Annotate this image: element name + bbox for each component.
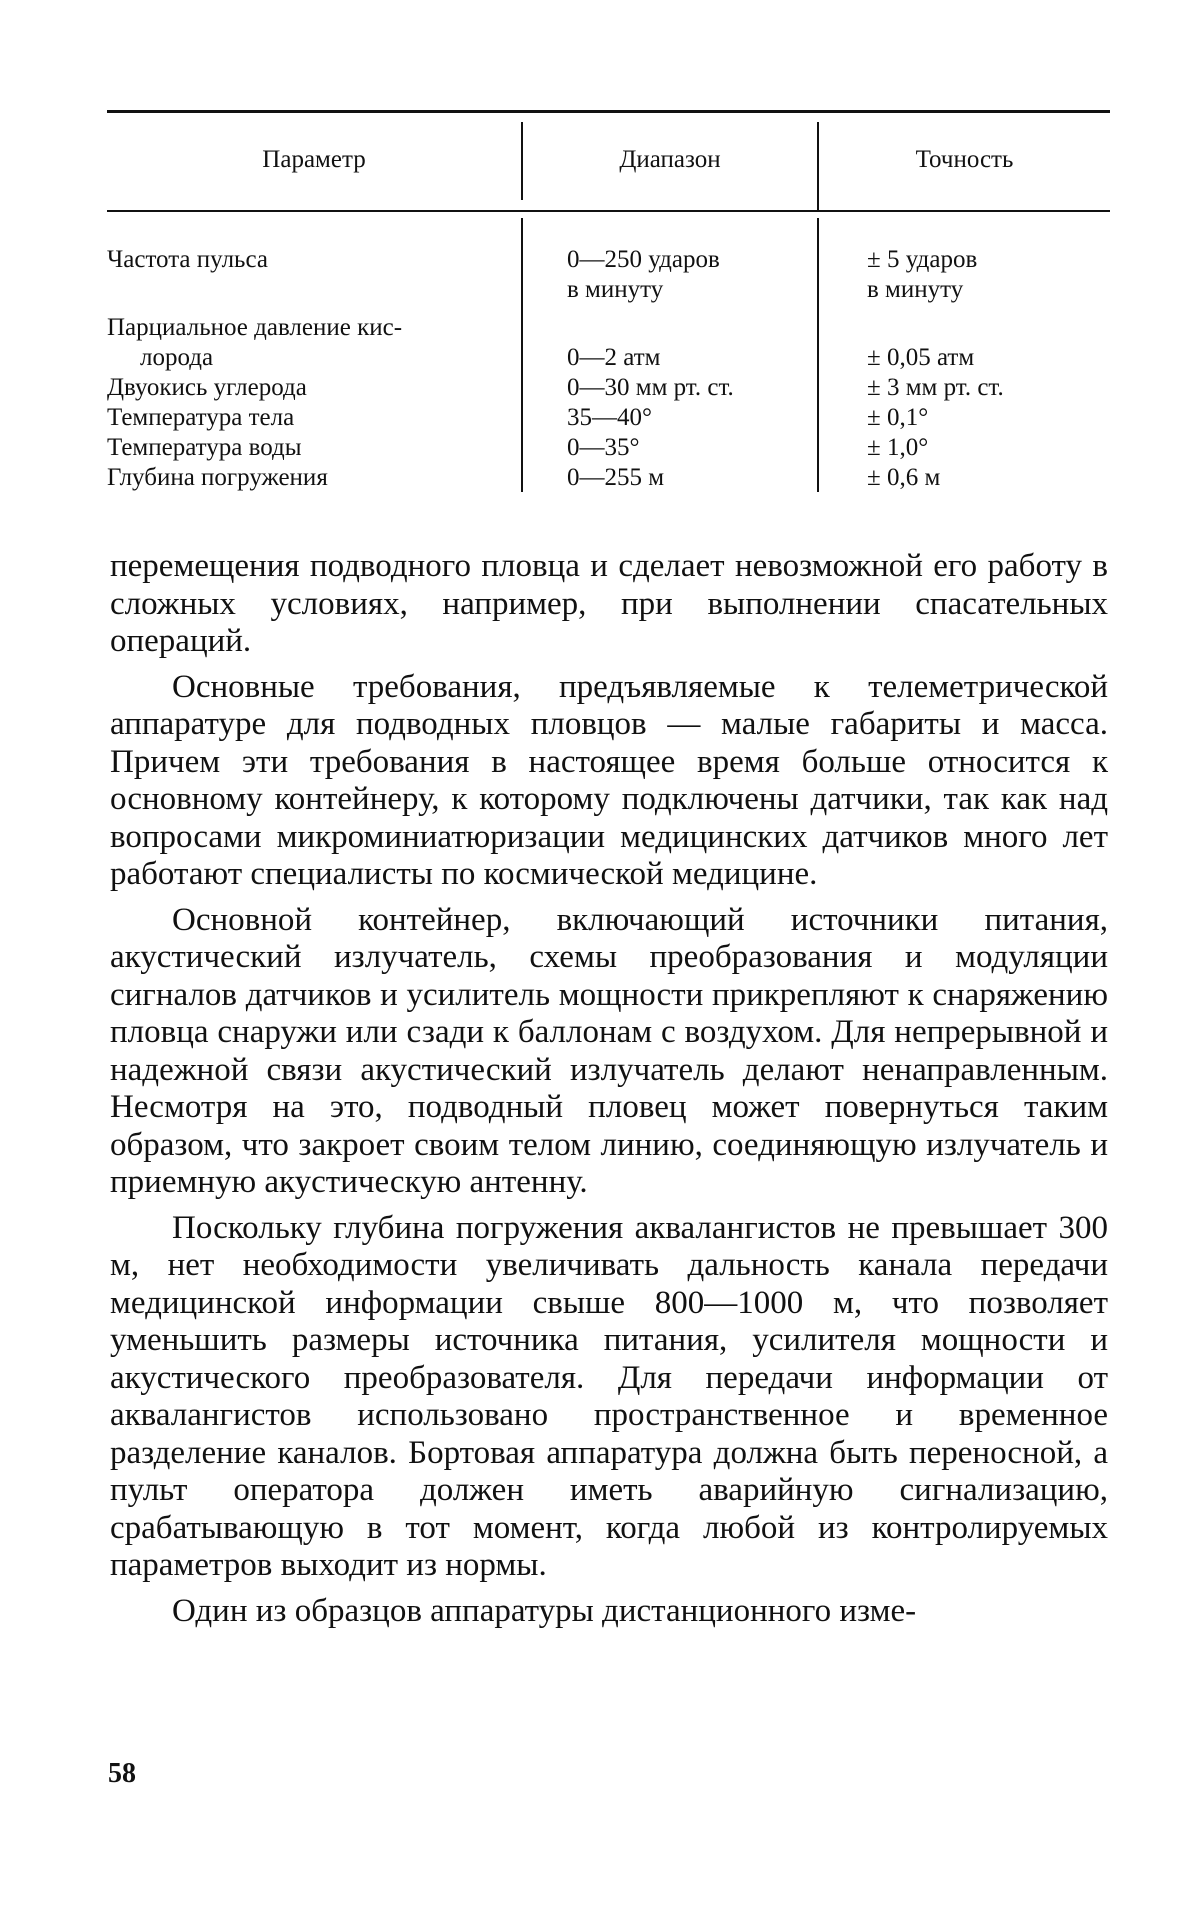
table-cell-param: Глубина погружения [107, 464, 328, 491]
table-cell-range: 0—2 атм [567, 344, 661, 371]
table-cell-param: лорода [140, 344, 214, 371]
paragraph: перемещения подводного пловца и сделает невозможной его работу в сложных условиях, например, при выполнении спасательных операций. [110, 548, 1108, 659]
paragraph: Поскольку глубина погружения аквалангистов не превышает 300 м, нет необходимости увеличивать дальность канала передачи медицинской информации свыше 800—1000 м, что позволяет уменьшить размеры источника питания, усилителя мощности и акустического преобразователя. Для передачи информации от аквалангистов использовано пространственное и временное разделение каналов. Бортовая аппаратура должна быть переносной, а пульт оператора должен иметь аварийную сигнализацию, срабатывающую в тот момент, когда любой из контролируемых параметров выходит из нормы. [110, 1209, 1108, 1583]
table-cell-param: Двуокись углерода [107, 374, 307, 401]
header-range: Диапазон [619, 146, 721, 173]
table-cell-range: в минуту [567, 276, 664, 303]
header-parameter: Параметр [262, 146, 366, 173]
table-cell-accuracy: в минуту [867, 276, 964, 303]
table-cell-accuracy: ± 5 ударов [867, 246, 978, 273]
table-cell-range: 0—30 мм рт. ст. [567, 374, 734, 401]
table-cell-param: Парциальное давление кис- [107, 314, 403, 341]
table-cell-accuracy: ± 0,05 атм [867, 344, 975, 371]
page-number: 58 [108, 1758, 136, 1789]
table-top-rule [107, 110, 1110, 113]
table-cell-range: 0—250 ударов [567, 246, 720, 273]
body-divider-1 [521, 218, 523, 492]
table-cell-range: 0—35° [567, 434, 640, 461]
table-cell-accuracy: ± 0,1° [867, 404, 929, 431]
body-text [110, 548, 1108, 1630]
table-cell-param: Температура тела [107, 404, 295, 431]
header-accuracy: Точность [915, 146, 1014, 173]
table-cell-range: 35—40° [567, 404, 652, 431]
table-cell-accuracy: ± 0,6 м [867, 464, 941, 491]
paragraph: Основные требования, предъявляемые к телеметрической аппаратуре для подводных пловцов — малые габариты и масса. Причем эти требования в настоящее время больше относится к основному контейнеру, к которому подключены датчики, так как над вопросами микроминиатюризации медицинских датчиков много лет работают специалисты по космической медицине. [110, 668, 1108, 892]
table-cell-accuracy: ± 1,0° [867, 434, 929, 461]
table-cell-range: 0—255 м [567, 464, 665, 491]
table-header-rule [107, 210, 1110, 212]
paragraph: Один из образцов аппаратуры дистанционного изме- [172, 1592, 917, 1629]
paragraph: Основной контейнер, включающий источники питания, акустический излучатель, схемы преобразования и модуляции сигналов датчиков и усилитель мощности прикрепляют к снаряжению пловца снаружи или сзади к баллонам с воздухом. Для непрерывной и надежной связи акустический излучатель делают ненаправленным. Несмотря на это, подводный пловец может повернуться таким образом, что закроет своим телом линию, соединяющую излучатель и приемную акустическую антенну. [110, 901, 1108, 1200]
body-divider-2 [817, 218, 819, 492]
table-cell-param: Температура воды [107, 434, 302, 461]
table-cell-accuracy: ± 3 мм рт. ст. [867, 374, 1004, 401]
table-cell-param: Частота пульса [107, 246, 268, 273]
